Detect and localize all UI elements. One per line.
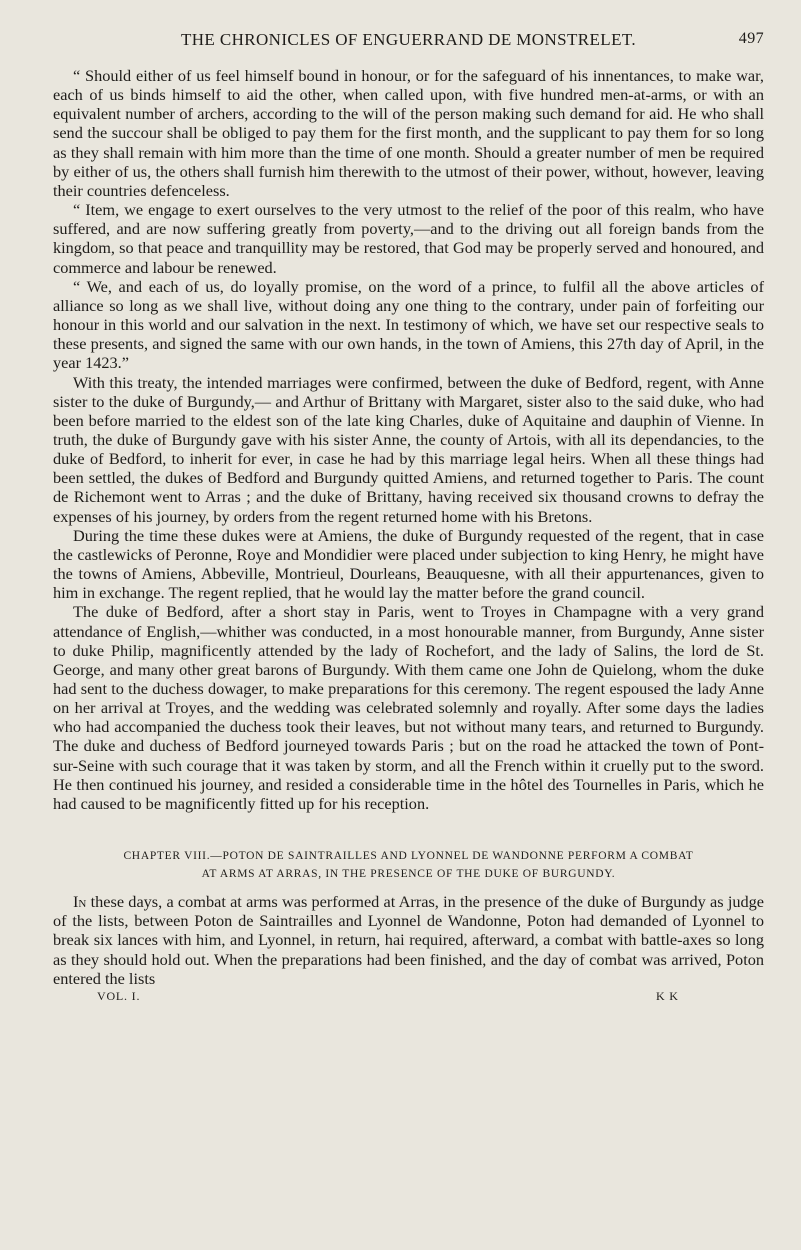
chapter-first-word: In (73, 892, 87, 912)
main-text (53, 66, 764, 813)
paragraph: During the time these dukes were at Amiens, the duke of Burgundy requested of the regent, that in case the castlewicks of Peronne, Roye and Mondidier were placed under subjection to king Henry, he might have the towns of Amiens, Abbeville, Montrieul, Dourleans, Beauquesne, with all their appurtenances, given to him in exchange. The regent replied, that he would lay the matter before the grand council. (53, 525, 764, 603)
paragraph: The duke of Bedford, after a short stay in Paris, went to Troyes in Champagne with a very grand attendance of English,—whither was conducted, in a most honourable manner, from Burgundy, Anne sister to duke Philip, magnificently attended by the lady of Rochefort, and the lady of Salins, the lord de St. George, and many other great barons of Burgundy. With them came one John de Quielong, whom the duke had sent to the duchess dowager, to make preparations for this ceremony. The regent espoused the lady Anne on her arrival at Troyes, and the wedding was celebrated solemnly and royally. After some days the ladies who had accompanied the duchess took their leaves, but not without many tears, and returned to Burgundy. The duke and duchess of Bedford journeyed towards Paris ; but on the road he attacked the town of Pont-sur-Seine with such courage that it was taken by storm, and all the French within it cruelly put to the sword. He then continued his journey, and resided a considerable time in the hôtel des Tournelles in Paris, which he had caused to be magnificently fitted up for his reception. (53, 602, 764, 813)
running-head (53, 30, 764, 52)
paragraph: “ Should either of us feel himself bound in honour, or for the safeguard of his innentances, to make war, each of us binds himself to aid the other, when called upon, with five hundred men-at-arms, or with an equivalent number of archers, according to the will of the person making such demand for aid. He who shall send the succour shall be obliged to pay them for the first month, and the supplicant to pay them for so long as they shall remain with him more than the time of one month. Should a greater number of men be required by either of us, the others shall furnish him therewith to the utmost of their power, without, however, leaving their countries defenceless. (53, 66, 764, 200)
chapter-heading-line: CHAPTER VIII.—POTON DE SAINTRAILLES AND LYONNEL DE WANDONNE PERFORM A COMBAT (123, 850, 694, 863)
paragraph: “ Item, we engage to exert ourselves to the very utmost to the relief of the poor of this realm, who have suffered, and are now suffering greatly from poverty,—and to the driving out all foreign bands from the kingdom, so that peace and tranquillity may be restored, that God may be properly served and honoured, and commerce and labour be renewed. (53, 200, 764, 277)
page-footer (53, 989, 764, 1005)
chapter-paragraph (53, 892, 764, 988)
chapter-heading (53, 847, 764, 883)
signature-mark: K K (656, 988, 679, 1003)
page-number: 497 (738, 30, 764, 47)
chapter-heading-line: AT ARMS AT ARRAS, IN THE PRESENCE OF THE DUKE OF BURGUNDY. (201, 868, 616, 881)
paragraph: “ We, and each of us, do loyally promise, on the word of a prince, to fulfil all the above articles of alliance so long as we shall live, without doing any one thing to the contrary, under pain of forfeiting our honour in this world and our salvation in the next. In testimony of which, we have set our respective seals to these presents, and signed the same with our own hands, in the town of Amiens, this 27th day of April, in the year 1423.” (53, 276, 764, 373)
chapter-text (53, 892, 764, 988)
volume-mark: VOL. I. (97, 988, 141, 1003)
chapter-paragraph-text: these days, a combat at arms was performed at Arras, in the presence of the duke of Burgundy as judge of the lists, between Poton de Saintrailles and Lyonnel de Wandonne, Poton had demanded of Lyonnel to break six lances with him, and Lyonnel, in return, hai required, afterward, a combat with battle-axes so long as they should hold out. When the preparations had been finished, and the day of combat was arrived, Poton entered the lists (53, 892, 764, 988)
paragraph: With this treaty, the intended marriages were confirmed, between the duke of Bedford, regent, with Anne sister to the duke of Burgundy,— and Arthur of Brittany with Margaret, sister also to the said duke, who had been before married to the eldest son of the late king Charles, duke of Aquitaine and dauphin of Vienne. In truth, the duke of Burgundy gave with his sister Anne, the county of Artois, with all its dependancies, to the duke of Bedford, to inherit for ever, in case he had by this marriage legal heirs. When all these things had been settled, the dukes of Bedford and Burgundy quitted Amiens, and returned together to Paris. The count de Richemont went to Arras ; and the duke of Brittany, having received six thousand crowns to defray the expenses of his journey, by orders from the regent returned home with his Bretons. (53, 372, 764, 526)
running-title: THE CHRONICLES OF ENGUERRAND DE MONSTRELET. (180, 30, 637, 49)
